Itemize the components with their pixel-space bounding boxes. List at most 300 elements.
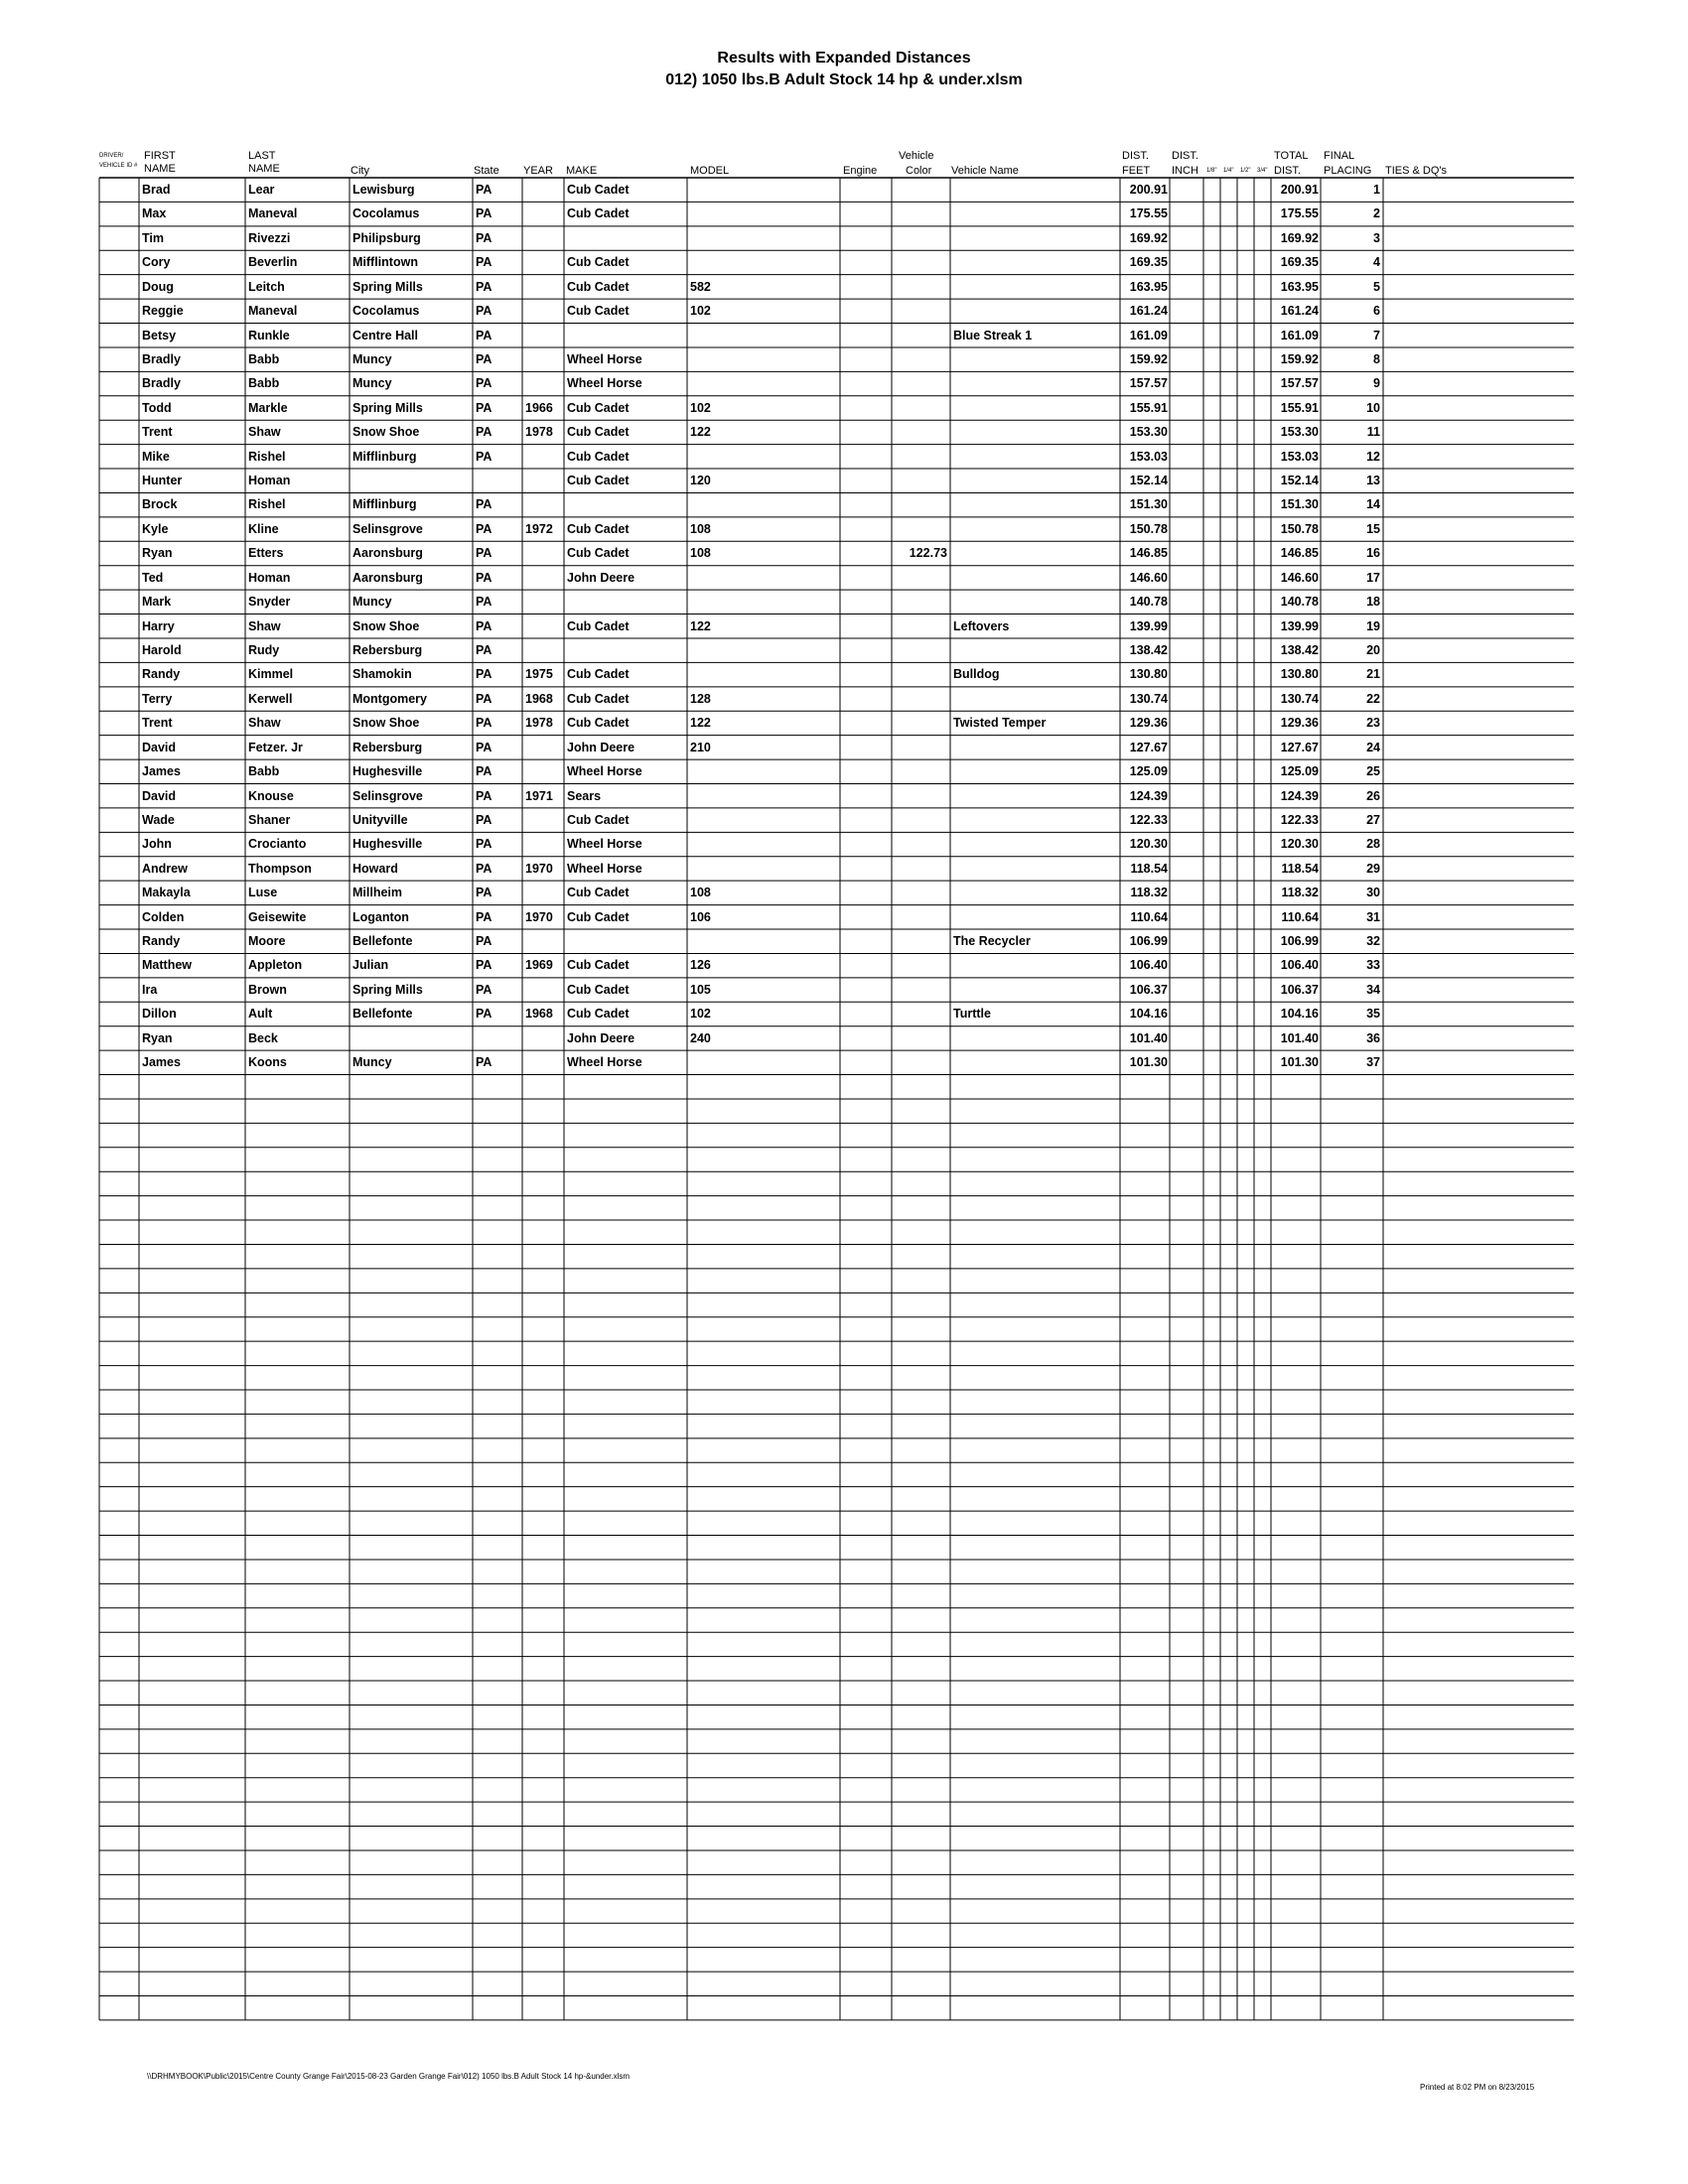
- cell-place: 4: [1373, 255, 1380, 270]
- cell-year: 1966: [525, 400, 553, 415]
- cell-place: 7: [1373, 328, 1380, 342]
- cell-model: 122: [690, 425, 711, 440]
- cell-state: PA: [476, 958, 492, 973]
- cell-city: Muncy: [352, 351, 392, 366]
- header-last-top: LAST: [248, 150, 276, 162]
- cell-feet: 139.99: [1129, 618, 1168, 633]
- cell-make: Cub Cadet: [567, 1007, 630, 1022]
- cell-make: Cub Cadet: [567, 909, 630, 924]
- cell-city: Selinsgrove: [352, 521, 423, 536]
- cell-make: Wheel Horse: [567, 1055, 642, 1070]
- cell-city: Muncy: [352, 1055, 392, 1070]
- cell-total: 152.14: [1280, 474, 1319, 488]
- cell-state: PA: [476, 546, 492, 561]
- cell-state: PA: [476, 351, 492, 366]
- cell-state: PA: [476, 764, 492, 779]
- cell-total: 159.92: [1280, 351, 1319, 366]
- cell-city: Spring Mills: [352, 279, 423, 294]
- cell-place: 22: [1366, 691, 1380, 706]
- cell-first: David: [142, 788, 177, 803]
- cell-place: 8: [1373, 351, 1380, 366]
- cell-total: 129.36: [1280, 716, 1319, 731]
- cell-last: Shaw: [248, 618, 281, 633]
- cell-year: 1978: [525, 425, 553, 440]
- cell-state: PA: [476, 1007, 492, 1022]
- cell-place: 9: [1373, 376, 1380, 391]
- cell-model: 102: [690, 1007, 711, 1022]
- cell-total: 163.95: [1280, 279, 1319, 294]
- cell-state: PA: [476, 837, 492, 852]
- cell-state: PA: [476, 691, 492, 706]
- cell-year: 1969: [525, 958, 553, 973]
- header-vehicle-name: Vehicle Name: [951, 165, 1019, 177]
- cell-city: Rebersburg: [352, 642, 423, 657]
- header-final-bottom: PLACING: [1324, 165, 1372, 177]
- cell-first: Kyle: [142, 521, 169, 536]
- cell-place: 3: [1373, 230, 1380, 245]
- cell-city: Aaronsburg: [352, 570, 423, 585]
- cell-make: Cub Cadet: [567, 255, 630, 270]
- header-frac-3: 1/2": [1240, 168, 1251, 174]
- cell-state: PA: [476, 521, 492, 536]
- cell-state: PA: [476, 982, 492, 997]
- header-last-bottom: NAME: [248, 163, 280, 175]
- cell-feet: 146.85: [1129, 546, 1168, 561]
- cell-total: 118.54: [1281, 861, 1319, 876]
- header-first-bottom: NAME: [144, 163, 176, 175]
- cell-place: 13: [1366, 474, 1380, 488]
- cell-last: Lear: [248, 183, 275, 197]
- cell-total: 118.32: [1281, 886, 1319, 900]
- cell-last: Moore: [248, 934, 286, 949]
- cell-total: 161.24: [1280, 304, 1319, 319]
- cell-state: PA: [476, 886, 492, 900]
- cell-model: 102: [690, 400, 711, 415]
- cell-first: Terry: [142, 691, 173, 706]
- cell-total: 175.55: [1280, 206, 1319, 221]
- cell-feet: 129.36: [1129, 716, 1168, 731]
- cell-city: Snow Shoe: [352, 618, 420, 633]
- cell-place: 27: [1366, 812, 1380, 827]
- cell-first: Randy: [142, 934, 181, 949]
- cell-city: Snow Shoe: [352, 425, 420, 440]
- cell-make: Cub Cadet: [567, 521, 630, 536]
- cell-state: PA: [476, 206, 492, 221]
- cell-total: 169.35: [1280, 255, 1319, 270]
- cell-first: Bradly: [142, 376, 181, 391]
- cell-state: PA: [476, 304, 492, 319]
- cell-last: Beck: [248, 1030, 278, 1045]
- cell-place: 16: [1366, 546, 1380, 561]
- cell-place: 14: [1366, 497, 1380, 512]
- cell-last: Etters: [248, 546, 284, 561]
- cell-feet: 153.03: [1129, 449, 1168, 464]
- cell-feet: 101.40: [1129, 1030, 1168, 1045]
- footer-printed-timestamp: Printed at 8:02 PM on 8/23/2015: [1420, 2083, 1535, 2092]
- cell-feet: 124.39: [1129, 788, 1168, 803]
- cell-make: Cub Cadet: [567, 183, 630, 197]
- cell-first: Ira: [142, 982, 158, 997]
- cell-city: Mifflintown: [352, 255, 418, 270]
- cell-feet: 120.30: [1129, 837, 1168, 852]
- cell-state: PA: [476, 812, 492, 827]
- cell-last: Kimmel: [248, 667, 294, 682]
- cell-total: 157.57: [1280, 376, 1319, 391]
- cell-last: Babb: [248, 351, 280, 366]
- cell-place: 29: [1366, 861, 1380, 876]
- cell-first: Betsy: [142, 328, 177, 342]
- cell-feet: 161.09: [1129, 328, 1168, 342]
- cell-city: Lewisburg: [352, 183, 415, 197]
- cell-total: 125.09: [1280, 764, 1319, 779]
- cell-last: Maneval: [248, 206, 298, 221]
- header-state: State: [474, 165, 499, 177]
- cell-place: 31: [1366, 909, 1380, 924]
- cell-make: John Deere: [567, 740, 635, 754]
- cell-total: 200.91: [1280, 183, 1319, 197]
- cell-vname: Blue Streak 1: [953, 328, 1033, 342]
- cell-total: 155.91: [1280, 400, 1319, 415]
- cell-make: Cub Cadet: [567, 958, 630, 973]
- cell-vname: Bulldog: [953, 667, 1000, 682]
- header-first-top: FIRST: [144, 150, 176, 162]
- cell-place: 37: [1366, 1055, 1380, 1070]
- report-subtitle: 012) 1050 lbs.B Adult Stock 14 hp & under.xlsm: [665, 71, 1023, 88]
- cell-place: 15: [1366, 521, 1380, 536]
- cell-total: 101.30: [1280, 1055, 1319, 1070]
- cell-first: Ryan: [142, 1030, 173, 1045]
- cell-feet: 152.14: [1129, 474, 1168, 488]
- cell-total: 146.85: [1280, 546, 1319, 561]
- cell-state: PA: [476, 449, 492, 464]
- cell-feet: 138.42: [1129, 642, 1168, 657]
- cell-feet: 118.54: [1130, 861, 1168, 876]
- cell-state: PA: [476, 788, 492, 803]
- cell-vname: Leftovers: [953, 618, 1010, 633]
- cell-vname: The Recycler: [953, 934, 1031, 949]
- cell-state: PA: [476, 642, 492, 657]
- cell-feet: 110.64: [1130, 909, 1168, 924]
- header-model: MODEL: [690, 165, 730, 177]
- cell-place: 17: [1366, 570, 1380, 585]
- cell-place: 30: [1366, 886, 1380, 900]
- cell-last: Fetzer. Jr: [248, 740, 303, 754]
- cell-first: Hunter: [142, 474, 183, 488]
- cell-state: PA: [476, 740, 492, 754]
- cell-city: Spring Mills: [352, 400, 423, 415]
- cell-total: 146.60: [1280, 570, 1319, 585]
- cell-first: Bradly: [142, 351, 181, 366]
- cell-total: 161.09: [1280, 328, 1319, 342]
- cell-place: 25: [1366, 764, 1380, 779]
- cell-place: 6: [1373, 304, 1380, 319]
- cell-model: 108: [690, 886, 711, 900]
- cell-feet: 159.92: [1129, 351, 1168, 366]
- cell-first: James: [142, 1055, 181, 1070]
- cell-first: Ted: [142, 570, 164, 585]
- cell-make: Cub Cadet: [567, 449, 630, 464]
- cell-feet: 163.95: [1129, 279, 1168, 294]
- cell-feet: 106.99: [1129, 934, 1168, 949]
- cell-place: 12: [1366, 449, 1380, 464]
- cell-last: Crocianto: [248, 837, 307, 852]
- cell-year: 1968: [525, 691, 553, 706]
- cell-state: PA: [476, 861, 492, 876]
- cell-last: Knouse: [248, 788, 294, 803]
- cell-total: 138.42: [1280, 642, 1319, 657]
- footer-file-path: \\DRHMYBOOK\Public\2015\Centre County Grange Fair\2015-08-23 Garden Grange Fair\012) 1050 lbs.B Adult Stock 14 hp-&under.xlsm: [147, 2072, 631, 2081]
- cell-total: 104.16: [1280, 1007, 1319, 1022]
- cell-model: 210: [690, 740, 711, 754]
- cell-make: Cub Cadet: [567, 425, 630, 440]
- cell-model: 106: [690, 909, 711, 924]
- cell-last: Appleton: [248, 958, 303, 973]
- cell-last: Leitch: [248, 279, 285, 294]
- cell-last: Homan: [248, 570, 291, 585]
- cell-last: Kline: [248, 521, 279, 536]
- cell-total: 153.30: [1280, 425, 1319, 440]
- cell-state: PA: [476, 279, 492, 294]
- header-vehicle-color-bottom: Color: [906, 165, 932, 177]
- cell-total: 139.99: [1280, 618, 1319, 633]
- cell-city: Muncy: [352, 595, 392, 610]
- cell-last: Rivezzi: [248, 230, 291, 245]
- cell-state: PA: [476, 255, 492, 270]
- header-dist-feet-top: DIST.: [1122, 150, 1149, 162]
- cell-make: Cub Cadet: [567, 618, 630, 633]
- cell-make: Cub Cadet: [567, 667, 630, 682]
- cell-state: PA: [476, 595, 492, 610]
- cell-total: 122.33: [1280, 812, 1319, 827]
- cell-first: Trent: [142, 425, 173, 440]
- cell-last: Shaner: [248, 812, 291, 827]
- cell-year: 1972: [525, 521, 553, 536]
- cell-make: Wheel Horse: [567, 351, 642, 366]
- header-total-top: TOTAL: [1274, 150, 1309, 162]
- cell-make: Cub Cadet: [567, 716, 630, 731]
- cell-city: Snow Shoe: [352, 716, 420, 731]
- cell-total: 130.74: [1280, 691, 1319, 706]
- cell-place: 33: [1366, 958, 1380, 973]
- cell-place: 26: [1366, 788, 1380, 803]
- cell-feet: 169.35: [1129, 255, 1168, 270]
- cell-city: Aaronsburg: [352, 546, 423, 561]
- cell-state: PA: [476, 1055, 492, 1070]
- cell-state: PA: [476, 230, 492, 245]
- cell-place: 1: [1373, 183, 1380, 197]
- cell-make: Wheel Horse: [567, 861, 642, 876]
- cell-model: 105: [690, 982, 711, 997]
- cell-feet: 127.67: [1129, 740, 1168, 754]
- cell-city: Hughesville: [352, 837, 423, 852]
- cell-year: 1978: [525, 716, 553, 731]
- cell-city: Centre Hall: [352, 328, 418, 342]
- cell-place: 34: [1366, 982, 1380, 997]
- header-make: MAKE: [566, 165, 598, 177]
- cell-city: Julian: [352, 958, 389, 973]
- cell-first: Dillon: [142, 1007, 177, 1022]
- header-dist-feet-bottom: FEET: [1122, 165, 1151, 177]
- cell-last: Runkle: [248, 328, 290, 342]
- cell-make: Cub Cadet: [567, 886, 630, 900]
- cell-place: 20: [1366, 642, 1380, 657]
- cell-state: PA: [476, 425, 492, 440]
- header-driver-bottom: VEHICLE ID #: [99, 163, 138, 169]
- header-total-bottom: DIST.: [1274, 165, 1301, 177]
- cell-city: Cocolamus: [352, 304, 420, 319]
- cell-last: Shaw: [248, 425, 281, 440]
- cell-first: Brad: [142, 183, 171, 197]
- cell-first: Colden: [142, 909, 185, 924]
- cell-total: 124.39: [1280, 788, 1319, 803]
- cell-model: 582: [690, 279, 711, 294]
- cell-total: 106.37: [1280, 982, 1319, 997]
- cell-make: Sears: [567, 788, 602, 803]
- cell-feet: 153.30: [1129, 425, 1168, 440]
- cell-make: John Deere: [567, 570, 635, 585]
- cell-state: PA: [476, 183, 492, 197]
- cell-make: Cub Cadet: [567, 279, 630, 294]
- cell-city: Unityville: [352, 812, 408, 827]
- cell-last: Snyder: [248, 595, 291, 610]
- cell-model: 108: [690, 546, 711, 561]
- header-driver-top: DRIVER/: [99, 153, 124, 159]
- cell-place: 23: [1366, 716, 1380, 731]
- cell-place: 5: [1373, 279, 1380, 294]
- cell-total: 127.67: [1280, 740, 1319, 754]
- cell-place: 11: [1366, 425, 1380, 440]
- cell-state: PA: [476, 716, 492, 731]
- header-dist-inch-bottom: INCH: [1172, 165, 1198, 177]
- cell-model: 102: [690, 304, 711, 319]
- cell-feet: 140.78: [1129, 595, 1168, 610]
- cell-feet: 118.32: [1130, 886, 1168, 900]
- cell-feet: 106.37: [1129, 982, 1168, 997]
- cell-year: 1968: [525, 1007, 553, 1022]
- cell-total: 153.03: [1280, 449, 1319, 464]
- cell-year: 1971: [525, 788, 553, 803]
- cell-last: Babb: [248, 376, 280, 391]
- cell-last: Ault: [248, 1007, 273, 1022]
- cell-year: 1970: [525, 909, 553, 924]
- cell-first: Harold: [142, 642, 182, 657]
- cell-total: 130.80: [1280, 667, 1319, 682]
- cell-feet: 104.16: [1129, 1007, 1168, 1022]
- cell-feet: 146.60: [1129, 570, 1168, 585]
- cell-state: PA: [476, 618, 492, 633]
- cell-first: Brock: [142, 497, 178, 512]
- header-frac-1: 1/8": [1206, 168, 1217, 174]
- cell-year: 1970: [525, 861, 553, 876]
- cell-model: 240: [690, 1030, 711, 1045]
- cell-total: 106.99: [1280, 934, 1319, 949]
- cell-first: David: [142, 740, 177, 754]
- header-year: YEAR: [523, 165, 553, 177]
- cell-model: 120: [690, 474, 711, 488]
- cell-state: PA: [476, 497, 492, 512]
- cell-state: PA: [476, 909, 492, 924]
- cell-feet: 169.92: [1129, 230, 1168, 245]
- cell-feet: 200.91: [1129, 183, 1168, 197]
- cell-make: Cub Cadet: [567, 474, 630, 488]
- cell-place: 28: [1366, 837, 1380, 852]
- header-vehicle-color-top: Vehicle: [899, 150, 934, 162]
- cell-vname: Twisted Temper: [953, 716, 1047, 731]
- cell-place: 36: [1366, 1030, 1380, 1045]
- cell-place: 21: [1366, 667, 1380, 682]
- cell-make: Cub Cadet: [567, 400, 630, 415]
- cell-last: Koons: [248, 1055, 287, 1070]
- header-ties: TIES & DQ's: [1385, 165, 1447, 177]
- cell-last: Rudy: [248, 642, 280, 657]
- cell-last: Shaw: [248, 716, 281, 731]
- cell-first: Mike: [142, 449, 170, 464]
- cell-feet: 122.33: [1129, 812, 1168, 827]
- cell-feet: 151.30: [1129, 497, 1168, 512]
- cell-feet: 130.80: [1129, 667, 1168, 682]
- cell-year: 1975: [525, 667, 553, 682]
- cell-feet: 155.91: [1129, 400, 1168, 415]
- cell-city: Bellefonte: [352, 1007, 413, 1022]
- cell-place: 2: [1373, 206, 1380, 221]
- cell-first: Tim: [142, 230, 164, 245]
- cell-city: Cocolamus: [352, 206, 420, 221]
- cell-state: PA: [476, 667, 492, 682]
- cell-city: Spring Mills: [352, 982, 423, 997]
- report-title: Results with Expanded Distances: [717, 50, 971, 67]
- cell-state: PA: [476, 570, 492, 585]
- cell-make: Wheel Horse: [567, 376, 642, 391]
- cell-first: Randy: [142, 667, 181, 682]
- cell-total: 110.64: [1281, 909, 1319, 924]
- cell-city: Howard: [352, 861, 398, 876]
- cell-last: Maneval: [248, 304, 298, 319]
- cell-vname: Turttle: [953, 1007, 991, 1022]
- cell-last: Kerwell: [248, 691, 293, 706]
- cell-feet: 101.30: [1129, 1055, 1168, 1070]
- cell-first: Harry: [142, 618, 175, 633]
- header-frac-4: 3/4": [1257, 168, 1268, 174]
- cell-city: Philipsburg: [352, 230, 421, 245]
- cell-make: Wheel Horse: [567, 837, 642, 852]
- cell-place: 32: [1366, 934, 1380, 949]
- header-engine: Engine: [843, 165, 878, 177]
- cell-city: Montgomery: [352, 691, 427, 706]
- cell-make: Cub Cadet: [567, 691, 630, 706]
- cell-total: 101.40: [1280, 1030, 1319, 1045]
- cell-total: 140.78: [1280, 595, 1319, 610]
- cell-city: Rebersburg: [352, 740, 423, 754]
- cell-feet: 125.09: [1129, 764, 1168, 779]
- cell-make: Cub Cadet: [567, 982, 630, 997]
- header-city: City: [351, 165, 369, 177]
- cell-feet: 150.78: [1129, 521, 1168, 536]
- cell-feet: 106.40: [1129, 958, 1168, 973]
- cell-first: Trent: [142, 716, 173, 731]
- cell-first: Andrew: [142, 861, 188, 876]
- header-frac-2: 1/4": [1223, 168, 1234, 174]
- cell-last: Homan: [248, 474, 291, 488]
- cell-model: 108: [690, 521, 711, 536]
- cell-last: Babb: [248, 764, 280, 779]
- cell-first: Cory: [142, 255, 171, 270]
- cell-first: Wade: [142, 812, 175, 827]
- cell-model: 128: [690, 691, 711, 706]
- cell-first: Todd: [142, 400, 172, 415]
- cell-model: 122: [690, 618, 711, 633]
- cell-feet: 157.57: [1129, 376, 1168, 391]
- cell-city: Loganton: [352, 909, 409, 924]
